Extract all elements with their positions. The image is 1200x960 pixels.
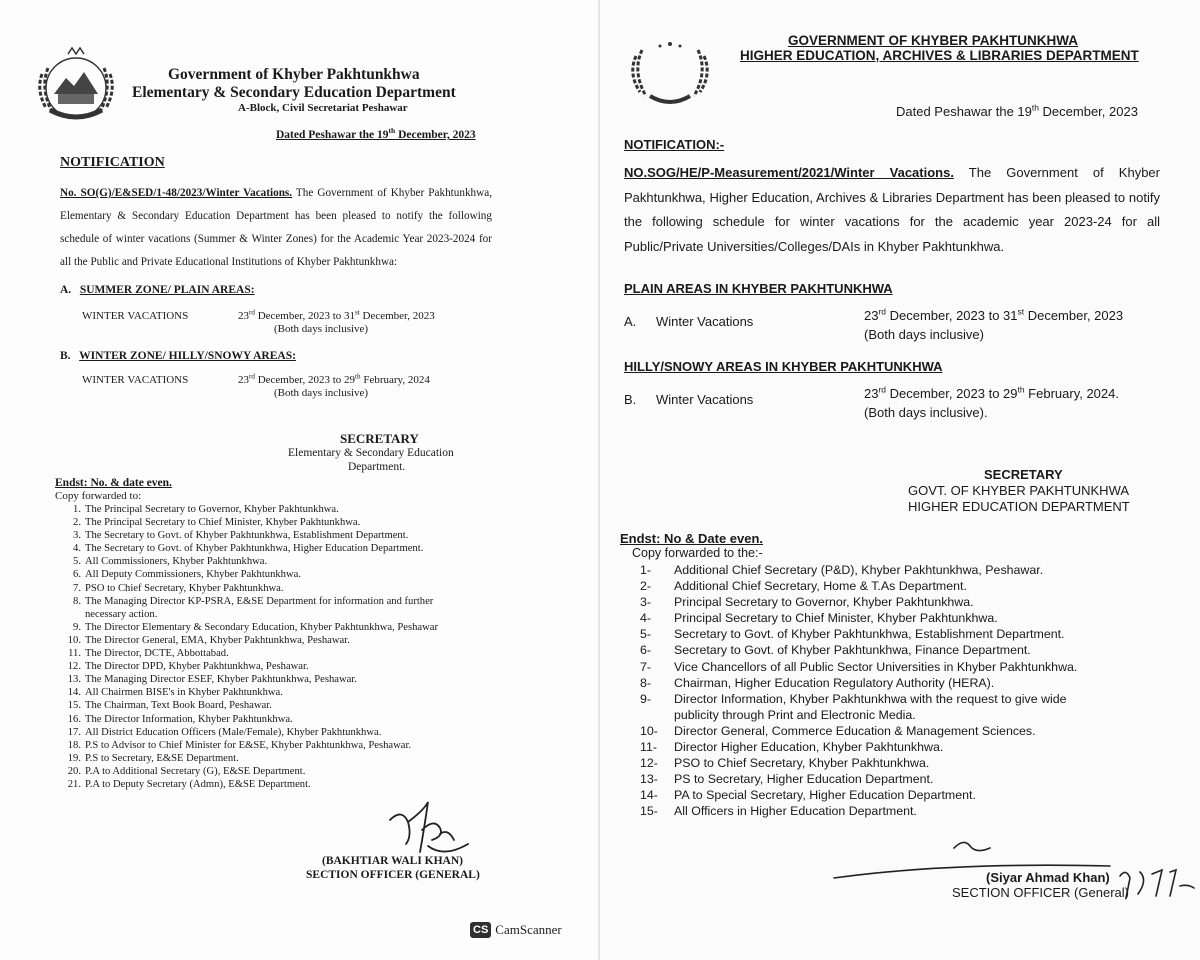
secretary-line2: GOVT. OF KHYBER PAKHTUNKHWA (908, 483, 1130, 498)
distribution-list-item (62, 686, 502, 699)
kp-government-emblem-icon (28, 44, 124, 126)
hilly-label: Winter Vacations (656, 392, 754, 407)
distribution-list-item (640, 723, 1164, 739)
distribution-list-item (640, 626, 1164, 642)
distribution-list-item (62, 647, 502, 660)
distribution-list-item (640, 691, 1164, 707)
distribution-list-item (640, 659, 1164, 675)
distribution-list-item (62, 555, 502, 568)
list-item-text: P.A to Deputy Secretary (Admn), E&SE Department. (85, 778, 311, 790)
list-item-number: 5- (640, 627, 652, 642)
plain-letter: A. (624, 314, 637, 329)
list-item-number: 6- (640, 643, 652, 658)
distribution-list-item (62, 529, 502, 542)
list-item-text: All District Education Officers (Male/Female), Khyber Pakhtunkhwa. (85, 726, 382, 738)
list-item-number: 10- (640, 723, 658, 738)
secretary-dept-line2: Department. (348, 461, 406, 473)
list-item-number: 16. (67, 713, 81, 725)
list-item-number (640, 707, 674, 723)
distribution-list-item (640, 578, 1164, 594)
distribution-list-item (640, 610, 1164, 626)
section-b-note: (Both days inclusive) (274, 387, 369, 399)
list-item-number: 9- (640, 691, 652, 706)
section-b-heading: B. WINTER ZONE/ HILLY/SNOWY AREAS: (60, 350, 296, 362)
distribution-list (62, 503, 502, 791)
list-item-number: 12- (640, 756, 658, 771)
list-item-text: All Deputy Commissioners, Khyber Pakhtunkhwa. (85, 569, 301, 581)
list-item-text: All Commissioners, Khyber Pakhtunkhwa. (85, 556, 268, 568)
list-item-text: P.A to Additional Secretary (G), E&SE Department. (85, 765, 306, 777)
list-item-text: The Secretary to Govt. of Khyber Pakhtunkhwa, Higher Education Department. (85, 543, 424, 555)
distribution-list-item (640, 787, 1164, 803)
distribution-list-item (62, 621, 502, 634)
list-item-number: 15. (67, 700, 81, 712)
list-item-number: 3. (73, 530, 81, 542)
list-item-number: 11. (68, 648, 81, 660)
list-item-text: Director Information, Khyber Pakhtunkhwa with the request to give wide (674, 691, 1067, 706)
secretary-line3: HIGHER EDUCATION DEPARTMENT (908, 499, 1130, 514)
list-item-number: 17. (67, 726, 81, 738)
list-item-number: 20. (67, 765, 81, 777)
list-item-text: All Officers in Higher Education Department. (674, 804, 917, 819)
section-b-label: WINTER VACATIONS (82, 374, 189, 386)
department-heading-line2: Elementary & Secondary Education Department (132, 84, 456, 101)
list-item-text: The Managing Director ESEF, Khyber Pakhtunkhwa, Peshawar. (85, 674, 357, 686)
list-item-text: P.S to Secretary, E&SE Department. (85, 752, 239, 764)
department-heading-line1: GOVERNMENT OF KHYBER PAKHTUNKHWA (788, 33, 1078, 48)
list-item-text: Vice Chancellors of all Public Sector Universities in Khyber Pakhtunkhwa. (674, 659, 1078, 674)
department-address: A-Block, Civil Secretariat Peshawar (238, 102, 408, 114)
distribution-list-item (62, 595, 502, 608)
secretary-title: SECRETARY (340, 431, 419, 446)
list-item-text: PSO to Chief Secretary, Khyber Pakhtunkhwa. (674, 756, 930, 771)
section-officer-name: (Siyar Ahmad Khan) (986, 870, 1110, 885)
section-a-note: (Both days inclusive) (274, 323, 369, 335)
distribution-list-item (62, 568, 502, 581)
copy-forwarded-label: Copy forwarded to: (55, 490, 142, 502)
plain-dates: 23rd December, 2023 to 31st December, 2023 (864, 306, 1124, 323)
section-a-dates: 23rd December, 2023 to 31st December, 2023 (238, 308, 435, 322)
list-item-text: Chairman, Higher Education Regulatory Authority (HERA). (674, 675, 995, 690)
list-item-text: The Director, DCTE, Abbottabad. (85, 648, 229, 660)
list-item-text: Secretary to Govt. of Khyber Pakhtunkhwa, Finance Department. (674, 643, 1031, 658)
right-notification-page (600, 0, 1200, 960)
distribution-list-item (62, 765, 502, 778)
list-item-number: 4- (640, 611, 652, 626)
distribution-list-item (62, 582, 502, 595)
list-item-text: PSO to Chief Secretary, Khyber Pakhtunkhwa. (85, 582, 284, 594)
list-item-number: 13- (640, 772, 658, 787)
list-item-number: 6. (73, 569, 81, 581)
list-item-text: Principal Secretary to Governor, Khyber Pakhtunkhwa. (674, 595, 974, 610)
camscanner-logo-icon: CS (470, 922, 491, 938)
list-item-text: Secretary to Govt. of Khyber Pakhtunkhwa, Establishment Department. (674, 627, 1065, 642)
secretary-dept-line1: Elementary & Secondary Education (288, 447, 454, 459)
plain-label: Winter Vacations (656, 314, 754, 329)
hilly-letter: B. (624, 392, 637, 407)
list-item-number: 2- (640, 579, 652, 594)
distribution-list-item (640, 707, 1164, 723)
distribution-list-item (640, 771, 1164, 787)
distribution-list-item (62, 673, 502, 686)
list-item-number: 5. (73, 556, 81, 568)
section-b-dates: 23rd December, 2023 to 29th February, 2024 (238, 372, 430, 386)
list-item-number: 14. (67, 687, 81, 699)
section-officer-title: SECTION OFFICER (GENERAL) (306, 869, 480, 881)
distribution-list-item (640, 739, 1164, 755)
section-a-label: WINTER VACATIONS (82, 310, 189, 322)
list-item-number: 1. (73, 504, 81, 515)
section-officer-title: SECTION OFFICER (General) (952, 885, 1129, 900)
list-item-number: 7. (73, 582, 81, 594)
reference-number: NO.SOG/HE/P-Measurement/2021/Winter Vacations. (624, 165, 954, 180)
distribution-list (640, 562, 1164, 820)
list-item-number: 4. (73, 543, 81, 555)
notification-body: NO.SOG/HE/P-Measurement/2021/Winter Vacations. The Government of Khyber Pakhtunkhwa, Higher Education, Archives & Libraries Department has been pleased to notify the following schedule for winter vacations for the academic year 2023-24 for all Public/Private Universities/Colleges/DAIs in Khyber Pakhtunkhwa. (624, 165, 1160, 254)
signature-mark (384, 800, 474, 862)
list-item-text: P.S to Advisor to Chief Minister for E&SE, Khyber Pakhtunkhwa, Peshawar. (85, 739, 412, 751)
list-item-text: Principal Secretary to Chief Minister, Khyber Pakhtunkhwa. (674, 611, 998, 626)
hilly-note: (Both days inclusive). (864, 405, 988, 420)
distribution-list-item (62, 726, 502, 739)
dated-line: Dated Peshawar the 19th December, 2023 (276, 126, 476, 141)
list-item-number: 1- (640, 563, 652, 577)
hilly-areas-heading: HILLY/SNOWY AREAS IN KHYBER PAKHTUNKHWA (624, 359, 943, 374)
camscanner-watermark (470, 922, 562, 938)
endorsement-heading: Endst: No. & date even. (55, 477, 172, 489)
distribution-list-item (640, 642, 1164, 658)
section-a-heading: A. SUMMER ZONE/ PLAIN AREAS: (60, 284, 255, 296)
list-item-text: PS to Secretary, Higher Education Department. (674, 772, 934, 787)
notification-body: No. SO(G)/E&SED/1-48/2023/Winter Vacations. The Government of Khyber Pakhtunkhwa, Elementary & Secondary Education Department has been pleased to notify the following schedule of winter vacations (Summer & Winter Zones) for the Academic Year 2023-2024 for all the Public and Private Educational Institutions of Khyber Pakhtunkhwa: (60, 187, 492, 268)
distribution-list-item (62, 660, 502, 673)
distribution-list-item (62, 503, 502, 516)
list-item-text: Director General, Commerce Education & Management Sciences. (674, 723, 1036, 738)
list-item-text: The Chairman, Text Book Board, Peshawar. (85, 700, 272, 712)
list-item-number (62, 608, 85, 621)
distribution-list-item (62, 713, 502, 726)
distribution-list-item (62, 634, 502, 647)
distribution-list-item (62, 516, 502, 529)
list-item-number: 8. (73, 595, 81, 607)
distribution-list-item (62, 608, 502, 621)
plain-note: (Both days inclusive) (864, 327, 984, 342)
list-item-number: 14- (640, 788, 658, 803)
list-item-text: Director Higher Education, Khyber Pakhtunkhwa. (674, 740, 944, 755)
list-item-text: Additional Chief Secretary (P&D), Khyber Pakhtunkhwa, Peshawar. (674, 563, 1044, 577)
list-item-text: The Director Information, Khyber Pakhtunkhwa. (85, 713, 293, 725)
section-officer-name: (BAKHTIAR WALI KHAN) (322, 855, 463, 867)
list-item-number: 2. (73, 517, 81, 529)
distribution-list-item (640, 675, 1164, 691)
list-item-text: The Managing Director KP-PSRA, E&SE Department for information and further (85, 595, 434, 607)
distribution-list-item (640, 562, 1164, 578)
distribution-list-item (640, 594, 1164, 610)
list-item-number: 21. (67, 778, 81, 790)
list-item-number: 9. (73, 621, 81, 633)
secretary-title: SECRETARY (984, 467, 1063, 482)
list-item-text: The Principal Secretary to Chief Minister, Khyber Pakhtunkhwa. (85, 517, 361, 529)
list-item-number: 3- (640, 595, 652, 610)
list-item-text: The Principal Secretary to Governor, Khyber Pakhtunkhwa. (85, 504, 339, 515)
list-item-text: The Secretary to Govt. of Khyber Pakhtunkhwa, Establishment Department. (85, 530, 409, 542)
list-item-text: necessary action. (85, 608, 158, 620)
distribution-list-item (640, 755, 1164, 771)
distribution-list-item (62, 739, 502, 752)
copy-forwarded-label: Copy forwarded to the:- (632, 546, 763, 560)
list-item-number: 15- (640, 804, 658, 819)
notification-heading: NOTIFICATION (60, 155, 165, 170)
plain-areas-heading: PLAIN AREAS IN KHYBER PAKHTUNKHWA (624, 281, 893, 296)
list-item-text: All Chairmen BISE's in Khyber Pakhtunkhwa. (85, 687, 283, 699)
list-item-text: PA to Special Secretary, Higher Education Department. (674, 788, 976, 803)
list-item-number: 19. (67, 752, 81, 764)
hilly-dates: 23rd December, 2023 to 29th February, 2024. (864, 384, 1119, 401)
distribution-list-item (640, 803, 1164, 819)
list-item-text: The Director DPD, Khyber Pakhtunkhwa, Peshawar. (85, 661, 309, 673)
endorsement-heading: Endst: No & Date even. (620, 531, 764, 546)
camscanner-label: CamScanner (495, 922, 562, 937)
list-item-number: 7- (640, 659, 652, 674)
distribution-list-item (62, 778, 502, 791)
list-item-text: The Director Elementary & Secondary Education, Khyber Pakhtunkhwa, Peshawar (85, 621, 439, 633)
list-item-text: Additional Chief Secretary, Home & T.As Department. (674, 579, 967, 594)
department-heading-line1: Government of Khyber Pakhtunkhwa (168, 66, 420, 83)
left-notification-page (0, 0, 598, 960)
list-item-text: publicity through Print and Electronic Media. (674, 707, 916, 722)
dated-line: Dated Peshawar the 19th December, 2023 (896, 102, 1138, 119)
distribution-list-item (62, 752, 502, 765)
list-item-number: 13. (67, 674, 81, 686)
kp-government-emblem-icon (620, 30, 720, 108)
list-item-number: 12. (67, 661, 81, 673)
reference-number: No. SO(G)/E&SED/1-48/2023/Winter Vacations. (60, 187, 293, 199)
list-item-number: 18. (67, 739, 81, 751)
department-heading-line2: HIGHER EDUCATION, ARCHIVES & LIBRARIES DEPARTMENT (740, 48, 1139, 63)
list-item-number: 11- (640, 740, 657, 755)
list-item-number: 10. (67, 634, 81, 646)
distribution-list-item (62, 542, 502, 555)
distribution-list-item (62, 699, 502, 712)
notification-heading: NOTIFICATION:- (624, 137, 725, 152)
list-item-number: 8- (640, 675, 652, 690)
list-item-text: The Director General, EMA, Khyber Pakhtunkhwa, Peshawar. (85, 634, 350, 646)
